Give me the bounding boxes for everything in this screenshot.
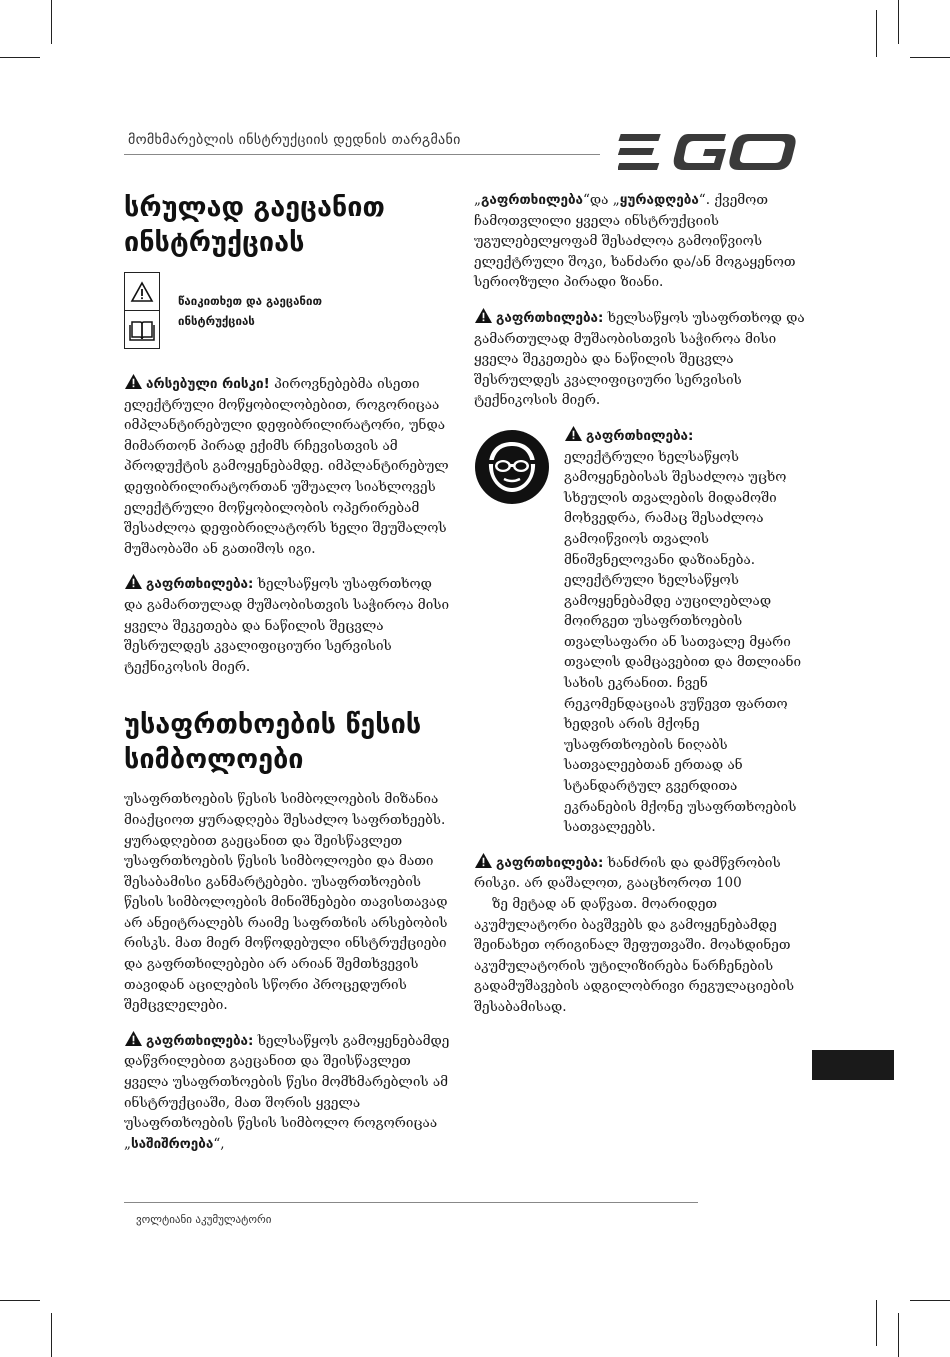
crop-mark <box>910 57 950 58</box>
crop-mark <box>0 1300 40 1301</box>
warning-text: ხელსაწყოს უსაფრთხოდ და გამართულად მუშაობისთვის საჭიროა მისი ყველა შეკეთება და ნაწილის შეცვლა შესრულდეს კვალიფიციური სერვისის ტექნიკოსის მიერ. <box>474 309 805 409</box>
warning-paragraph-2 <box>124 1030 454 1155</box>
risk-label: არსებული რისკი! <box>146 376 270 392</box>
crop-mark <box>0 57 40 58</box>
eye-protection-block <box>474 425 809 838</box>
warning-icon <box>564 425 583 442</box>
warning-icon <box>474 307 493 324</box>
intro-text: “. ქვემოთ ჩამოთვლილი ყველა ინსტრუქციის უგულებელყოფამ შესაძლოა გამოიწვიოს ელექტრული შოკი, ხანძარი და/ან მოგაყენოთ სერიოზული პირადი ზიანი. <box>474 192 796 291</box>
warning-paragraph-service <box>474 307 809 411</box>
header-rule <box>124 154 600 155</box>
crop-mark <box>898 1313 899 1357</box>
warning-icon <box>124 1030 143 1047</box>
warning-word: გაფრთხილება <box>481 192 584 208</box>
crop-mark <box>876 10 877 57</box>
footer-rule <box>124 1202 698 1203</box>
warning-label: გაფრთხილება: <box>146 576 254 593</box>
open-book-icon <box>129 318 155 342</box>
crop-mark <box>910 1300 950 1301</box>
danger-word: საშიშროება <box>131 1135 214 1152</box>
battery-warning-continued: ზე მეტად ან დაწვათ. მოარიდეთ აკუმულატორი ბავშვებს და გამოყენებამდე შეინახეთ ორიგინალ შეფუთვაში. მოახდინეთ აკუმულატორის უტილიზირება ნარჩენების გადამუშავების ადგილობრივი რეგულაციების შესაბამისად. <box>474 896 795 1015</box>
warning-icon <box>124 573 143 590</box>
safety-goggles-icon <box>474 429 550 505</box>
left-column <box>124 190 454 1168</box>
warning-triangle-icon <box>130 281 154 303</box>
and-text: “და „ <box>583 192 620 208</box>
eye-warning-text: ელექტრული ხელსაწყოს გამოყენებისას შესაძლოა უცხო სხეულის თვალების მიდამოში მოხვედრა, რამაც შესაძლოა გამოიწვიოს თვალის მნიშვნელოვანი დაზიანება. ელექტრული ხელსაწყოს გამოყენებამდე აუცილებლად მოირგეთ უსაფრთხოების თვალსაფარი ან სათვალე მყარი თვალის დამცავებით და მთლიანი სახის ეკრანით. ჩვენ რეკომენდაციას ვუწევთ ფართო ხედვის არის მქონე უსაფრთხოების ნიღაბს სათვალეებთან ერთად ან სტანდარტულ გვერდითა ეკრანების მქონე უსაფრთხოების სათვალეებს. <box>564 448 802 836</box>
heading-read-instructions: სრულად გაეცანით ინსტრუქციას <box>124 192 385 258</box>
battery-warning-text: ხანძრის და დამწვრობის რისკი. არ დაშალოთ, გააცხოროთ 100 <box>474 854 781 892</box>
read-instructions-label: წაიკითხეთ და გაეცანით ინსტრუქციას <box>178 293 322 328</box>
warning-label: გაფრთხილება: <box>586 427 694 444</box>
warning-icon <box>474 852 493 869</box>
right-column <box>474 190 809 1032</box>
warning-text: ხელსაწყოს უსაფრთხოდ და გამართულად მუშაობისთვის საჭიროა მისი ყველა შეკეთება და ნაწილის შეცვლა შესრულდეს კვალიფიციური სერვისის ტექნიკოსის მიერ. <box>124 576 450 675</box>
crop-mark <box>898 0 899 44</box>
caution-word: ყურადღება <box>619 192 699 208</box>
footer-text: ვოლტიანი აკუმულატორი <box>136 1213 272 1226</box>
page-header-title: მომხმარებლის ინსტრუქციის დედნის თარგმანი <box>128 132 461 148</box>
crop-mark <box>51 1313 52 1357</box>
crop-mark <box>51 0 52 44</box>
risk-text: პიროვნებებმა ისეთი ელექტრული მოწყობილობებით, როგორიცაა იმპლანტირებული დეფიბრილირატორი, უნდა მიმართონ პირად ექიმს რჩევისთვის ამ პროდუქტის გამოყენებამდე. იმპლანტირებულ დეფიბრილირატორთან უშუალო სიახლოვეს ელექტრული მოწყობილობის ოპერირებამ შესაძლოა დეფიბრილატორს ხელი შეუშალოს მუშაობაში ან გათიშოს იგი. <box>124 376 449 557</box>
warning-label: გაფრთხილება: <box>146 1032 254 1049</box>
read-manual-box <box>124 272 454 349</box>
risk-paragraph <box>124 373 454 559</box>
crop-mark <box>876 1300 877 1346</box>
warning-label: გაფრთხილება: <box>496 309 604 326</box>
eye-warning-text-block <box>564 425 809 838</box>
warning-tail: “, <box>213 1135 225 1152</box>
warning-paragraph-battery <box>474 852 809 894</box>
section-tab-marker <box>812 1050 894 1080</box>
warning-text: ხელსაწყოს გამოყენებამდე დაწვრილებით გაეცანით და შეისწავლეთ ყველა უსაფრთხოების წესი მომხმარებლის ამ ინსტრუქციაში, მათ შორის ყველა უსაფრთხოების წესის სიმბოლო როგორიცაა „ <box>124 1032 450 1152</box>
warning-icon <box>124 373 143 390</box>
quote-open: „ <box>474 192 481 208</box>
symbols-paragraph: უსაფრთხოების წესის სიმბოლოების მიზანია მიაქციოთ ყურადღება შესაძლო საფრთხეებს. ყურადღებით გაეცანით და შეისწავლეთ უსაფრთხოების წესის სიმბოლოები და მათი შესაბამისი განმარტებები. უსაფრთხოების წესის სიმბოლოების მინიშნებები თავისთავად არ ანეიტრალებს რაიმე საფრთხის არსებობის რისკს. მათ მიერ მოწოდებული ინსტრუქციები და გაფრთხილებები არ არიან შემთხვევის თავიდან აცილების სწორი პროცედურის შემცვლელები. <box>124 791 448 1014</box>
intro-paragraph <box>474 190 809 293</box>
symbol-box <box>124 272 160 349</box>
warning-paragraph-1 <box>124 573 454 677</box>
heading-safety-symbols: უსაფრთხოების წესის სიმბოლოები <box>124 709 422 776</box>
ego-logo <box>618 130 803 174</box>
warning-label: გაფრთხილება: <box>496 854 604 871</box>
